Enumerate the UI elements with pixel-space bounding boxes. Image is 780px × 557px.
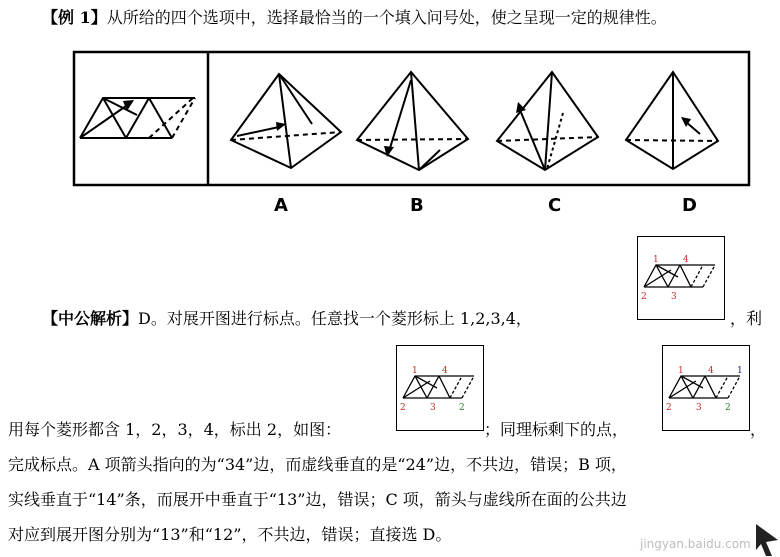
labeled-net-figure-1: [637, 236, 725, 320]
net1-label-2: 2: [641, 292, 647, 302]
option-d-figure: [626, 72, 718, 169]
analysis-line-2-mid: ；同理标剩下的点，: [484, 420, 629, 439]
option-label-b: B: [410, 195, 424, 216]
net3-label-3: 3: [696, 403, 702, 413]
net2-label-2: 2: [400, 403, 406, 413]
net3-label-1b: 1: [737, 366, 743, 376]
analysis-line-1: [42, 309, 532, 329]
analysis-line-2: 用每个菱形都含 1，2，3，4，标出 2，如图：: [8, 420, 342, 439]
net3-label-1: 1: [678, 366, 684, 376]
analysis-prefix: 【中公解析】: [42, 309, 139, 328]
net2-label-2b: 2: [459, 403, 465, 413]
net2-label-1: 1: [412, 366, 418, 376]
net3-label-4: 4: [708, 366, 714, 376]
question-label: 【例 1】: [42, 8, 107, 27]
question-text: 从所给的四个选项中，选择最恰当的一个填入问号处，使之呈现一定的规律性。: [106, 8, 667, 27]
analysis-line-2-end: ，: [750, 420, 767, 439]
net1-label-1: 1: [653, 255, 659, 265]
option-a-figure: [231, 74, 341, 168]
net3-label-2: 2: [666, 403, 672, 413]
analysis-line-5: 对应到展开图分别为“13”和“12”，不共边，错误；直接选 D。: [8, 525, 452, 544]
option-b-figure: [357, 72, 468, 170]
net3-label-2b: 2: [725, 403, 731, 413]
net2-label-3: 3: [430, 403, 436, 413]
main-figure: [0, 0, 780, 240]
net2-label-4: 4: [442, 366, 448, 376]
corner-arrow-icon: [752, 520, 780, 557]
net1-label-4: 4: [683, 255, 689, 265]
labeled-net-figure-3: [662, 345, 750, 431]
watermark: jingyan.baidu.com: [640, 537, 751, 551]
analysis-line-1-end: ，利: [730, 309, 763, 328]
labeled-net-figure-2: [396, 345, 484, 431]
analysis-line-4: 实线垂直于“14”条，而展开中垂直于“13”边，错误；C 项，箭头与虚线所在面的公共边: [8, 490, 627, 509]
net1-label-3: 3: [671, 292, 677, 302]
option-label-c: C: [548, 195, 562, 216]
option-label-d: D: [682, 195, 697, 216]
option-c-figure: [497, 72, 598, 170]
unfolded-net: [80, 98, 195, 138]
analysis-line-1-text: D。对展开图进行标点。任意找一个菱形标上 1,2,3,4，: [138, 309, 532, 328]
analysis-line-3: 完成标点。A 项箭头指向的为“34”边，而虚线垂直的是“24”边，不共边，错误；B 项，: [8, 455, 627, 474]
option-label-a: A: [274, 195, 288, 216]
